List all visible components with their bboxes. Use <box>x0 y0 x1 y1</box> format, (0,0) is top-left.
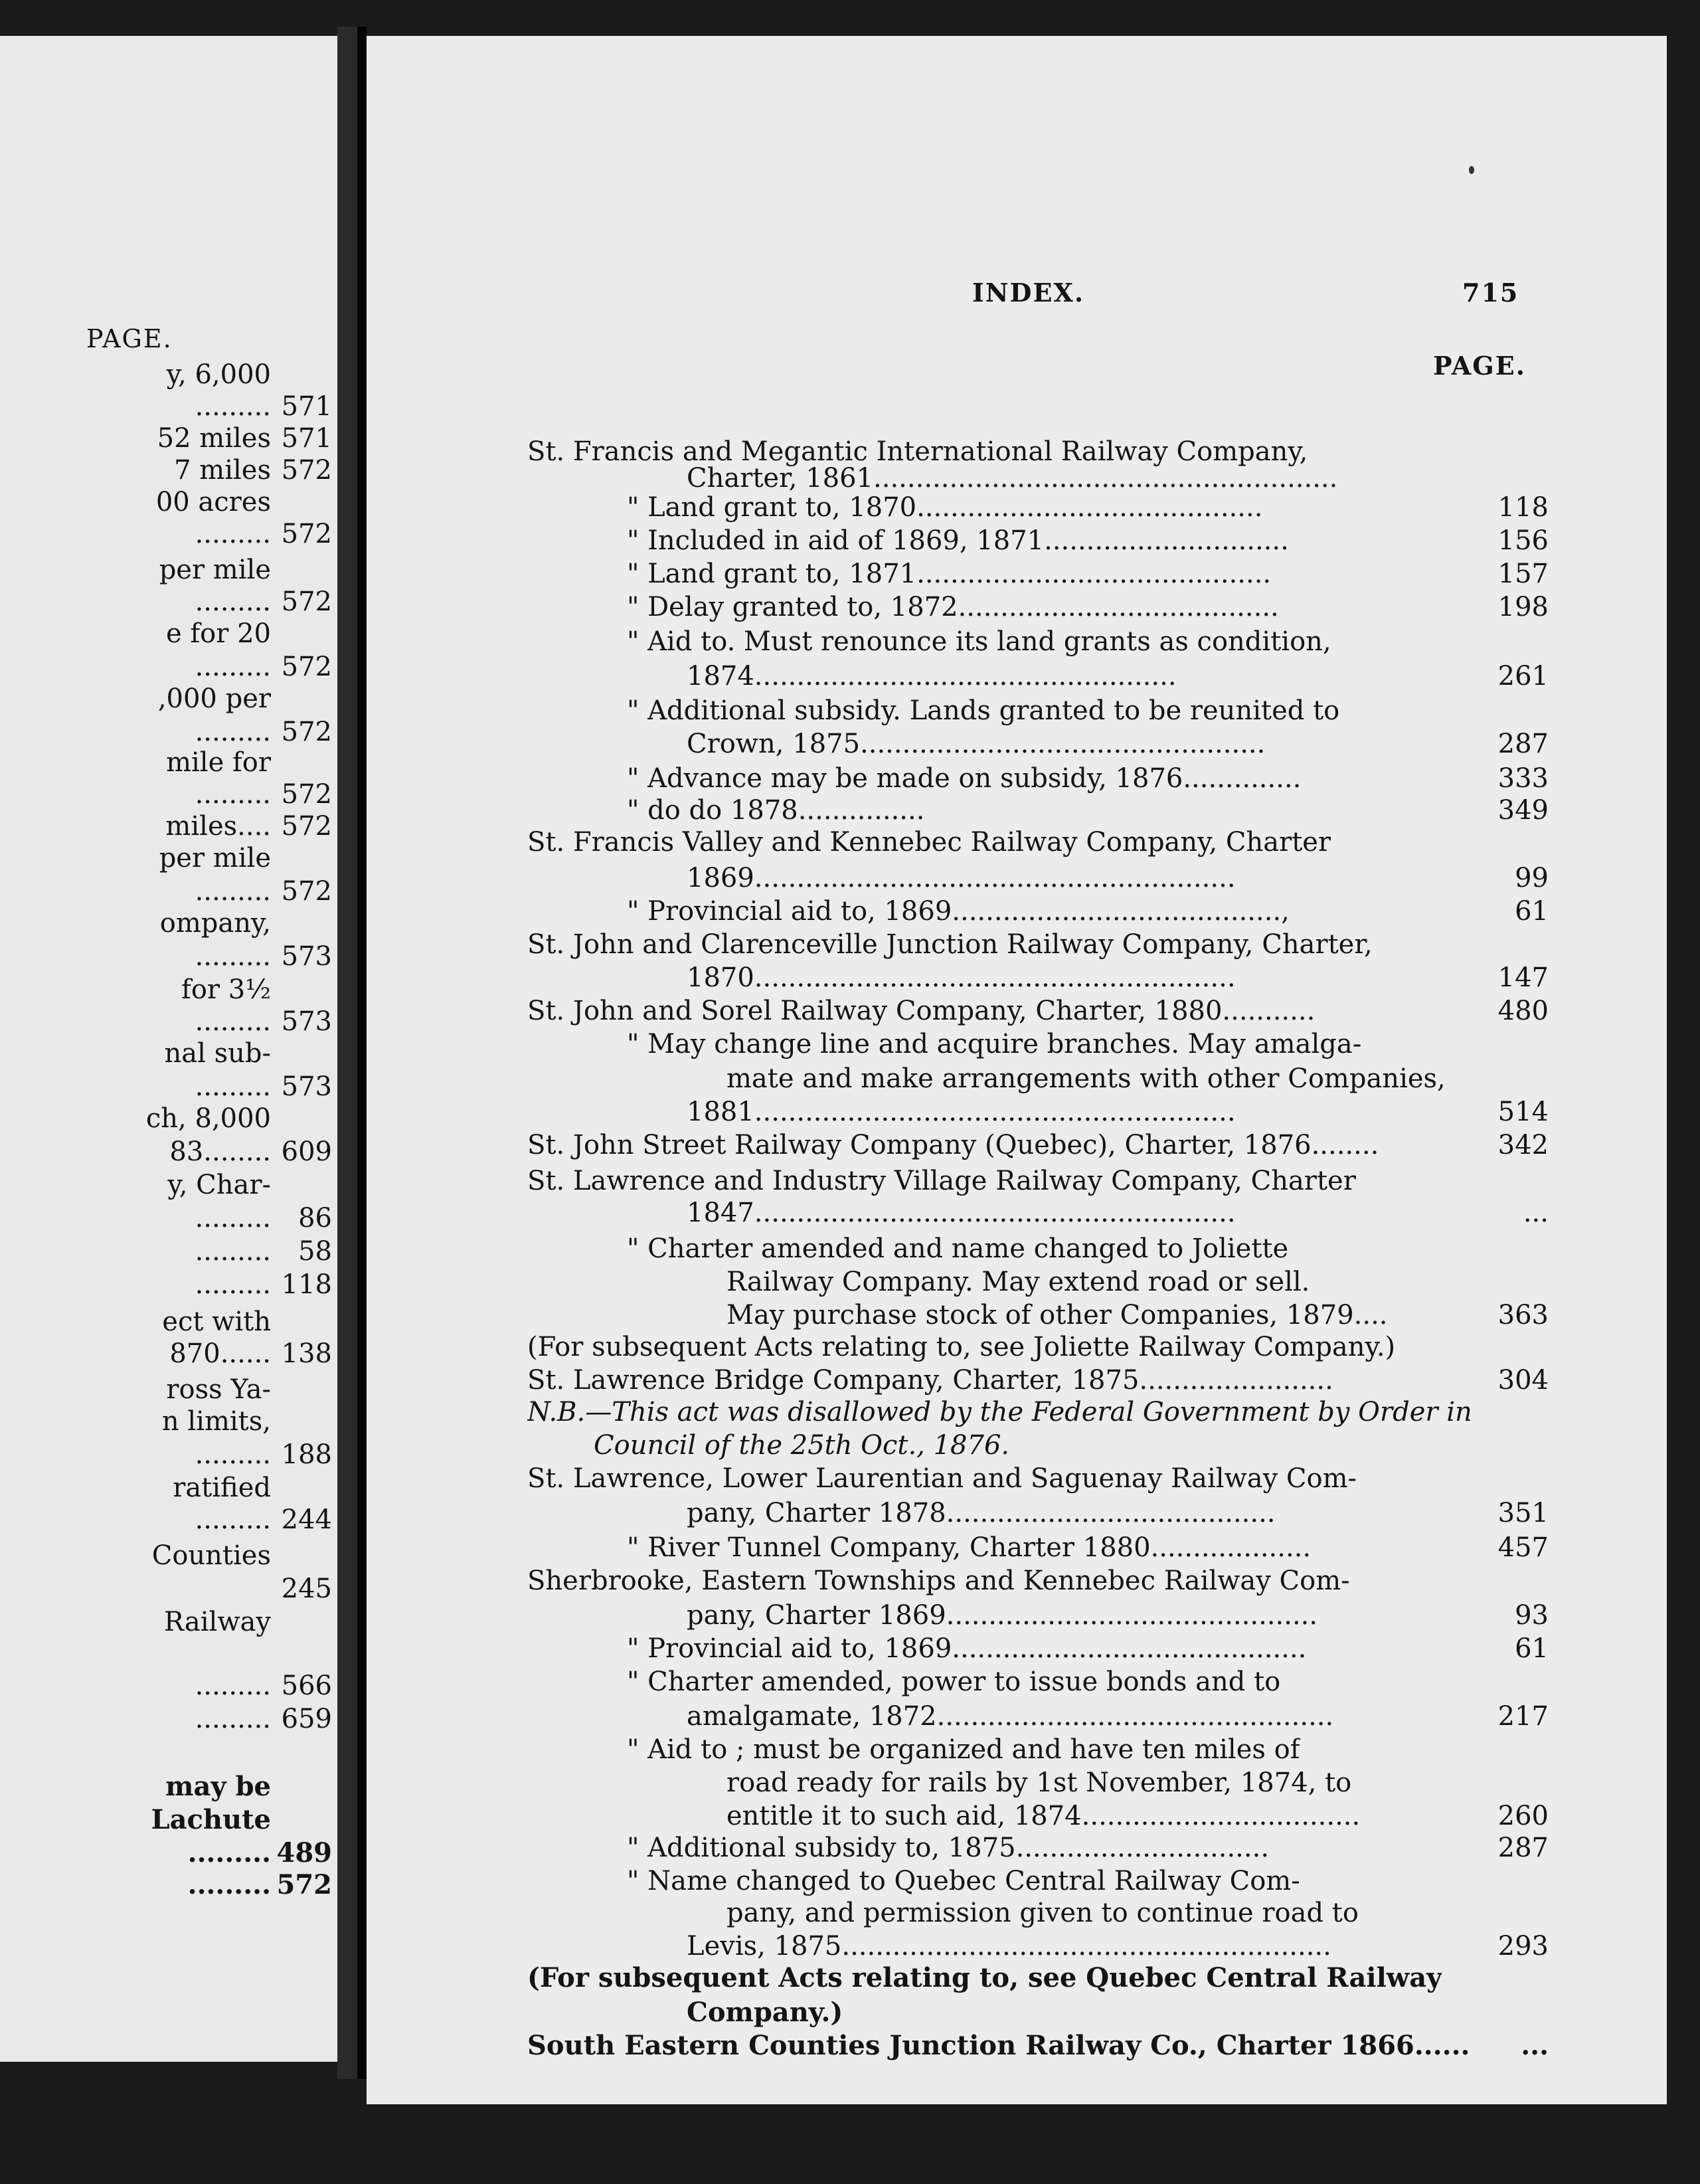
index-entry-page: 304 <box>1497 1365 1549 1396</box>
index-entry-page: 157 <box>1497 559 1549 589</box>
index-entry-text: " Included in aid of 1869, 1871............................. <box>627 525 1289 556</box>
index-entry-text: St. Lawrence and Industry Village Railway Company, Charter <box>527 1166 1356 1196</box>
index-entry-page: 260 <box>1497 1801 1549 1831</box>
index-entry-page: 287 <box>1497 729 1549 759</box>
index-entry-page: 363 <box>1497 1300 1549 1330</box>
left-line-text: per mile <box>159 843 271 873</box>
index-entry-text: St. John and Clarenceville Junction Railway Company, Charter, <box>527 929 1373 960</box>
left-line-page: 138 <box>281 1338 332 1369</box>
left-line-page: 572 <box>281 876 332 907</box>
left-line-text: ......... <box>195 876 271 907</box>
left-line-page: 489 <box>276 1837 332 1868</box>
index-entry-text: St. Francis Valley and Kennebec Railway Company, Charter <box>527 827 1331 858</box>
left-line-text: for 3½ <box>181 974 271 1005</box>
index-entry-text: " Aid to. Must renounce its land grants as condition, <box>627 626 1331 657</box>
index-entry-text: May purchase stock of other Companies, 1879.... <box>726 1300 1388 1330</box>
index-entry-text: " Provincial aid to, 1869......................................., <box>627 896 1290 927</box>
index-entry-text: " Charter amended and name changed to Joliette <box>627 1233 1289 1264</box>
page-gutter-shadow <box>357 27 367 2079</box>
left-line-page: 572 <box>281 717 332 747</box>
index-entry-text: pany, Charter 1869............................................ <box>687 1600 1318 1631</box>
left-line-page: 571 <box>281 391 332 422</box>
index-entry-text: Crown, 1875................................................ <box>687 729 1266 759</box>
index-entry-text: " Name changed to Quebec Central Railway Com- <box>627 1866 1300 1896</box>
left-page-header: PAGE. <box>86 324 173 353</box>
index-entry-page: 61 <box>1515 1633 1549 1664</box>
index-entry-text: Sherbrooke, Eastern Townships and Kennebec Railway Com- <box>527 1566 1350 1596</box>
index-entry-page: 217 <box>1497 1701 1549 1732</box>
index-entry-text: St. Lawrence, Lower Laurentian and Saguenay Railway Com- <box>527 1463 1357 1494</box>
left-line-page: 572 <box>281 652 332 682</box>
index-entry-page: 61 <box>1515 896 1549 927</box>
index-entry-text: " Land grant to, 1871.......................................... <box>627 559 1272 589</box>
running-head: INDEX. <box>972 278 1085 308</box>
left-line-page: 566 <box>281 1671 332 1701</box>
right-page <box>367 36 1667 2104</box>
index-entry-text: amalgamate, 1872............................................... <box>687 1701 1334 1732</box>
left-line-page: 188 <box>281 1439 332 1470</box>
left-line-text: ......... <box>195 1671 271 1701</box>
left-line-page: 572 <box>281 519 332 549</box>
index-entry-text: " Additional subsidy to, 1875.............................. <box>627 1833 1270 1863</box>
page-gutter <box>337 27 357 2079</box>
left-line-text: may be <box>165 1771 271 1802</box>
left-line-text: e for 20 <box>165 618 271 649</box>
index-entry-page: 99 <box>1515 863 1549 893</box>
index-entry-page: 351 <box>1497 1498 1549 1528</box>
left-line-text: 00 acres <box>155 487 271 517</box>
index-entry-page: 342 <box>1497 1130 1549 1160</box>
left-line-page: 572 <box>281 779 332 810</box>
left-line-text: ......... <box>195 1006 271 1037</box>
index-entry-text: " do do 1878............... <box>627 795 925 826</box>
left-line-page: 572 <box>281 811 332 842</box>
index-entry-text: 1870......................................................... <box>687 962 1236 993</box>
index-entry-page: 349 <box>1497 795 1549 826</box>
index-entry-text: St. John and Sorel Railway Company, Charter, 1880........... <box>527 996 1316 1026</box>
left-line-page: 573 <box>281 941 332 972</box>
left-line-page: 572 <box>281 587 332 617</box>
index-entry-text: (For subsequent Acts relating to, see Quebec Central Railway <box>527 1962 1442 1993</box>
index-entry-text: 1881......................................................... <box>687 1097 1236 1127</box>
index-entry-text: Levis, 1875.......................................................... <box>687 1931 1331 1961</box>
index-entry-text: Company.) <box>687 1997 843 2028</box>
left-line-text: miles.... <box>165 811 271 842</box>
index-entry-text: pany, and permission given to continue road to <box>726 1898 1359 1928</box>
index-entry-page: 118 <box>1497 492 1549 523</box>
ink-speck <box>1469 166 1474 174</box>
index-entry-page: 156 <box>1497 525 1549 556</box>
index-entry-page: 287 <box>1497 1833 1549 1863</box>
left-line-page: 573 <box>281 1071 332 1102</box>
left-line-text: y, 6,000 <box>166 359 271 390</box>
index-entry-text: " Delay granted to, 1872...................................... <box>627 592 1279 622</box>
left-line-text: ......... <box>195 1203 271 1233</box>
index-entry-page: 514 <box>1497 1097 1549 1127</box>
left-line-text: ross Ya- <box>166 1374 271 1405</box>
index-entry-text: " May change line and acquire branches. May amalga- <box>627 1029 1362 1059</box>
left-line-text: ......... <box>187 1837 271 1868</box>
index-entry-text: St. Lawrence Bridge Company, Charter, 1875....................... <box>527 1365 1333 1396</box>
index-entry-text: entitle it to such aid, 1874................................. <box>726 1801 1361 1831</box>
left-line-text: ......... <box>195 1439 271 1470</box>
index-entry-page: 261 <box>1497 661 1549 691</box>
index-entry-text: mate and make arrangements with other Companies, <box>726 1063 1446 1094</box>
index-entry-page: 93 <box>1515 1600 1549 1631</box>
left-line-text: ......... <box>195 1704 271 1734</box>
left-line-text: ch, 8,000 <box>145 1103 271 1134</box>
index-entry-text: " Additional subsidy. Lands granted to be reunited to <box>627 695 1340 726</box>
left-line-text: n limits, <box>161 1406 271 1437</box>
left-line-page: 659 <box>281 1704 332 1734</box>
index-entry-text: Charter, 1861....................................................... <box>687 463 1338 494</box>
index-entry-text: " River Tunnel Company, Charter 1880................... <box>627 1532 1312 1563</box>
index-entry-text: Council of the 25th Oct., 1876. <box>594 1430 1010 1461</box>
left-line-text: ,000 per <box>157 683 271 714</box>
left-line-text: 7 miles <box>174 455 271 486</box>
index-entry-page: 293 <box>1497 1931 1549 1961</box>
index-entry-text: pany, Charter 1878....................................... <box>687 1498 1276 1528</box>
left-line-text: ......... <box>195 391 271 422</box>
left-line-text: 52 miles <box>157 423 271 454</box>
left-line-text: ......... <box>195 1269 271 1300</box>
index-entry-text: Railway Company. May extend road or sell. <box>726 1267 1310 1297</box>
left-line-text: per mile <box>159 555 271 585</box>
index-entry-text: St. Francis and Megantic International Railway Company, <box>527 436 1308 467</box>
left-line-text: ......... <box>195 717 271 747</box>
index-entry-page: 480 <box>1497 996 1549 1026</box>
left-line-text: y, Char- <box>167 1170 271 1200</box>
left-line-page: 571 <box>281 423 332 454</box>
left-page-fragment <box>0 36 337 2062</box>
index-entry-text: " Advance may be made on subsidy, 1876.............. <box>627 763 1302 794</box>
index-entry-text: St. John Street Railway Company (Quebec), Charter, 1876........ <box>527 1130 1379 1160</box>
index-entry-page: ... <box>1521 2030 1549 2061</box>
index-entry-page: 198 <box>1497 592 1549 622</box>
left-line-text: ......... <box>195 1504 271 1535</box>
index-entry-text: South Eastern Counties Junction Railway Co., Charter 1866...... <box>527 2030 1470 2061</box>
left-line-text: Counties <box>151 1540 271 1571</box>
index-entry-text: (For subsequent Acts relating to, see Joliette Railway Company.) <box>527 1332 1396 1362</box>
left-line-text: ratified <box>173 1473 271 1503</box>
left-line-text: ......... <box>195 587 271 617</box>
left-line-page: 58 <box>298 1236 332 1267</box>
page-column-head: PAGE. <box>1433 351 1526 381</box>
index-entry-text: road ready for rails by 1st November, 1874, to <box>726 1768 1352 1798</box>
left-line-text: nal sub- <box>164 1038 271 1069</box>
left-line-text: mile for <box>166 747 271 778</box>
left-line-text: 83........ <box>169 1137 271 1167</box>
left-line-text: ......... <box>187 1869 271 1900</box>
left-line-page: 245 <box>281 1574 332 1604</box>
index-entry-page: 457 <box>1497 1532 1549 1563</box>
page-number: 715 <box>1462 278 1519 308</box>
left-line-text: ......... <box>195 1071 271 1102</box>
index-entry-text: " Provincial aid to, 1869.......................................... <box>627 1633 1307 1664</box>
left-line-text: 870...... <box>169 1338 271 1369</box>
index-entry-text: " Charter amended, power to issue bonds and to <box>627 1667 1281 1697</box>
index-entry-text: " Aid to ; must be organized and have ten miles of <box>627 1734 1300 1765</box>
left-line-text: ......... <box>195 652 271 682</box>
left-line-text: ......... <box>195 779 271 810</box>
left-line-text: ......... <box>195 941 271 972</box>
left-line-page: 609 <box>281 1137 332 1167</box>
left-line-page: 86 <box>298 1203 332 1233</box>
index-entry-page: 147 <box>1497 962 1549 993</box>
left-line-page: 573 <box>281 1006 332 1037</box>
index-entry-text: 1847......................................................... <box>687 1198 1236 1228</box>
index-entry-text: N.B.—This act was disallowed by the Federal Government by Order in <box>527 1397 1472 1427</box>
left-line-text: Railway <box>163 1607 271 1637</box>
index-entry-text: 1874.................................................. <box>687 661 1177 691</box>
left-line-page: 118 <box>281 1269 332 1300</box>
left-line-text: Lachute <box>151 1804 271 1835</box>
left-line-page: 572 <box>281 455 332 486</box>
index-entry-page: 333 <box>1497 763 1549 794</box>
left-line-text: ect with <box>162 1307 271 1337</box>
left-line-text: ompany, <box>159 908 271 939</box>
left-line-text: ......... <box>195 519 271 549</box>
left-line-page: 572 <box>276 1869 332 1900</box>
index-entry-text: 1869......................................................... <box>687 863 1236 893</box>
left-line-text: ......... <box>195 1236 271 1267</box>
index-entry-page: ... <box>1523 1198 1549 1228</box>
index-entry-text: " Land grant to, 1870......................................... <box>627 492 1263 523</box>
left-line-page: 244 <box>281 1504 332 1535</box>
